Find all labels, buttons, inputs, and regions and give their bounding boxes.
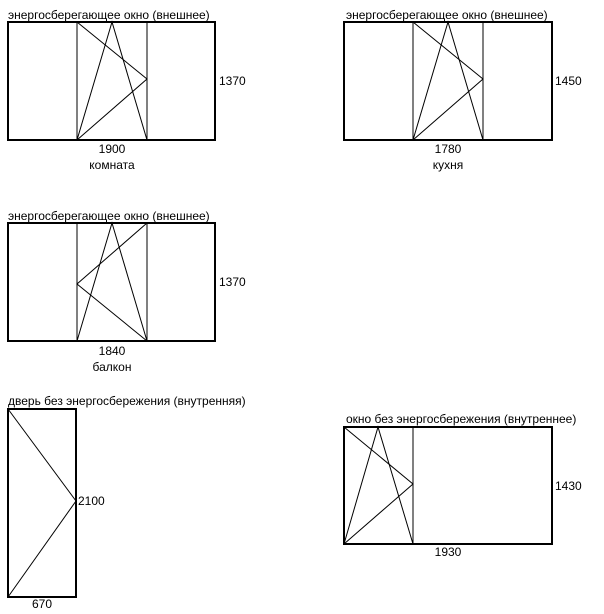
window-balcony-width: 1840	[98, 344, 126, 358]
door-inner-frame	[8, 409, 76, 597]
door-inner-swing-marker	[8, 409, 76, 597]
window-room-width: 1900	[98, 142, 126, 156]
window-room-caption: комната	[89, 158, 135, 172]
window-kitchen-width: 1780	[434, 142, 462, 156]
window-balcony-caption: балкон	[92, 360, 132, 374]
door-inner-title: дверь без энергосбережения (внутренняя)	[8, 394, 246, 408]
window-kitchen	[344, 8, 582, 172]
window-kitchen-title: энергосберегающее окно (внешнее)	[346, 8, 548, 22]
window-kitchen-swing-marker	[413, 22, 483, 140]
window-room-tilt-marker	[77, 22, 147, 140]
door-inner-height: 2100	[78, 494, 105, 508]
window-room-title: энергосберегающее окно (внешнее)	[8, 8, 210, 22]
window-balcony	[8, 209, 246, 374]
window-balcony-tilt-marker	[77, 223, 147, 341]
window-room-height: 1370	[219, 74, 246, 88]
window-balcony-title: энергосберегающее окно (внешнее)	[8, 209, 210, 223]
window-room	[8, 8, 246, 172]
window-balcony-frame	[8, 223, 215, 341]
window-kitchen-tilt-marker	[413, 22, 483, 140]
window-room-swing-marker	[77, 22, 147, 140]
window-kitchen-height: 1450	[555, 74, 582, 88]
window-room-frame	[8, 22, 215, 140]
window-inner-swing-marker	[344, 427, 413, 544]
door-inner	[8, 394, 246, 611]
window-inner	[344, 412, 582, 559]
window-inner-height: 1430	[555, 479, 582, 493]
window-balcony-swing-marker	[77, 223, 147, 341]
window-kitchen-caption: кухня	[432, 158, 464, 172]
window-inner-title: окно без энергосбережения (внутреннее)	[346, 412, 577, 426]
window-balcony-height: 1370	[219, 275, 246, 289]
window-inner-width: 1930	[434, 545, 462, 559]
window-inner-tilt-marker	[344, 427, 413, 544]
door-inner-width: 670	[31, 597, 53, 611]
window-kitchen-frame	[344, 22, 552, 140]
window-inner-frame	[344, 427, 552, 544]
